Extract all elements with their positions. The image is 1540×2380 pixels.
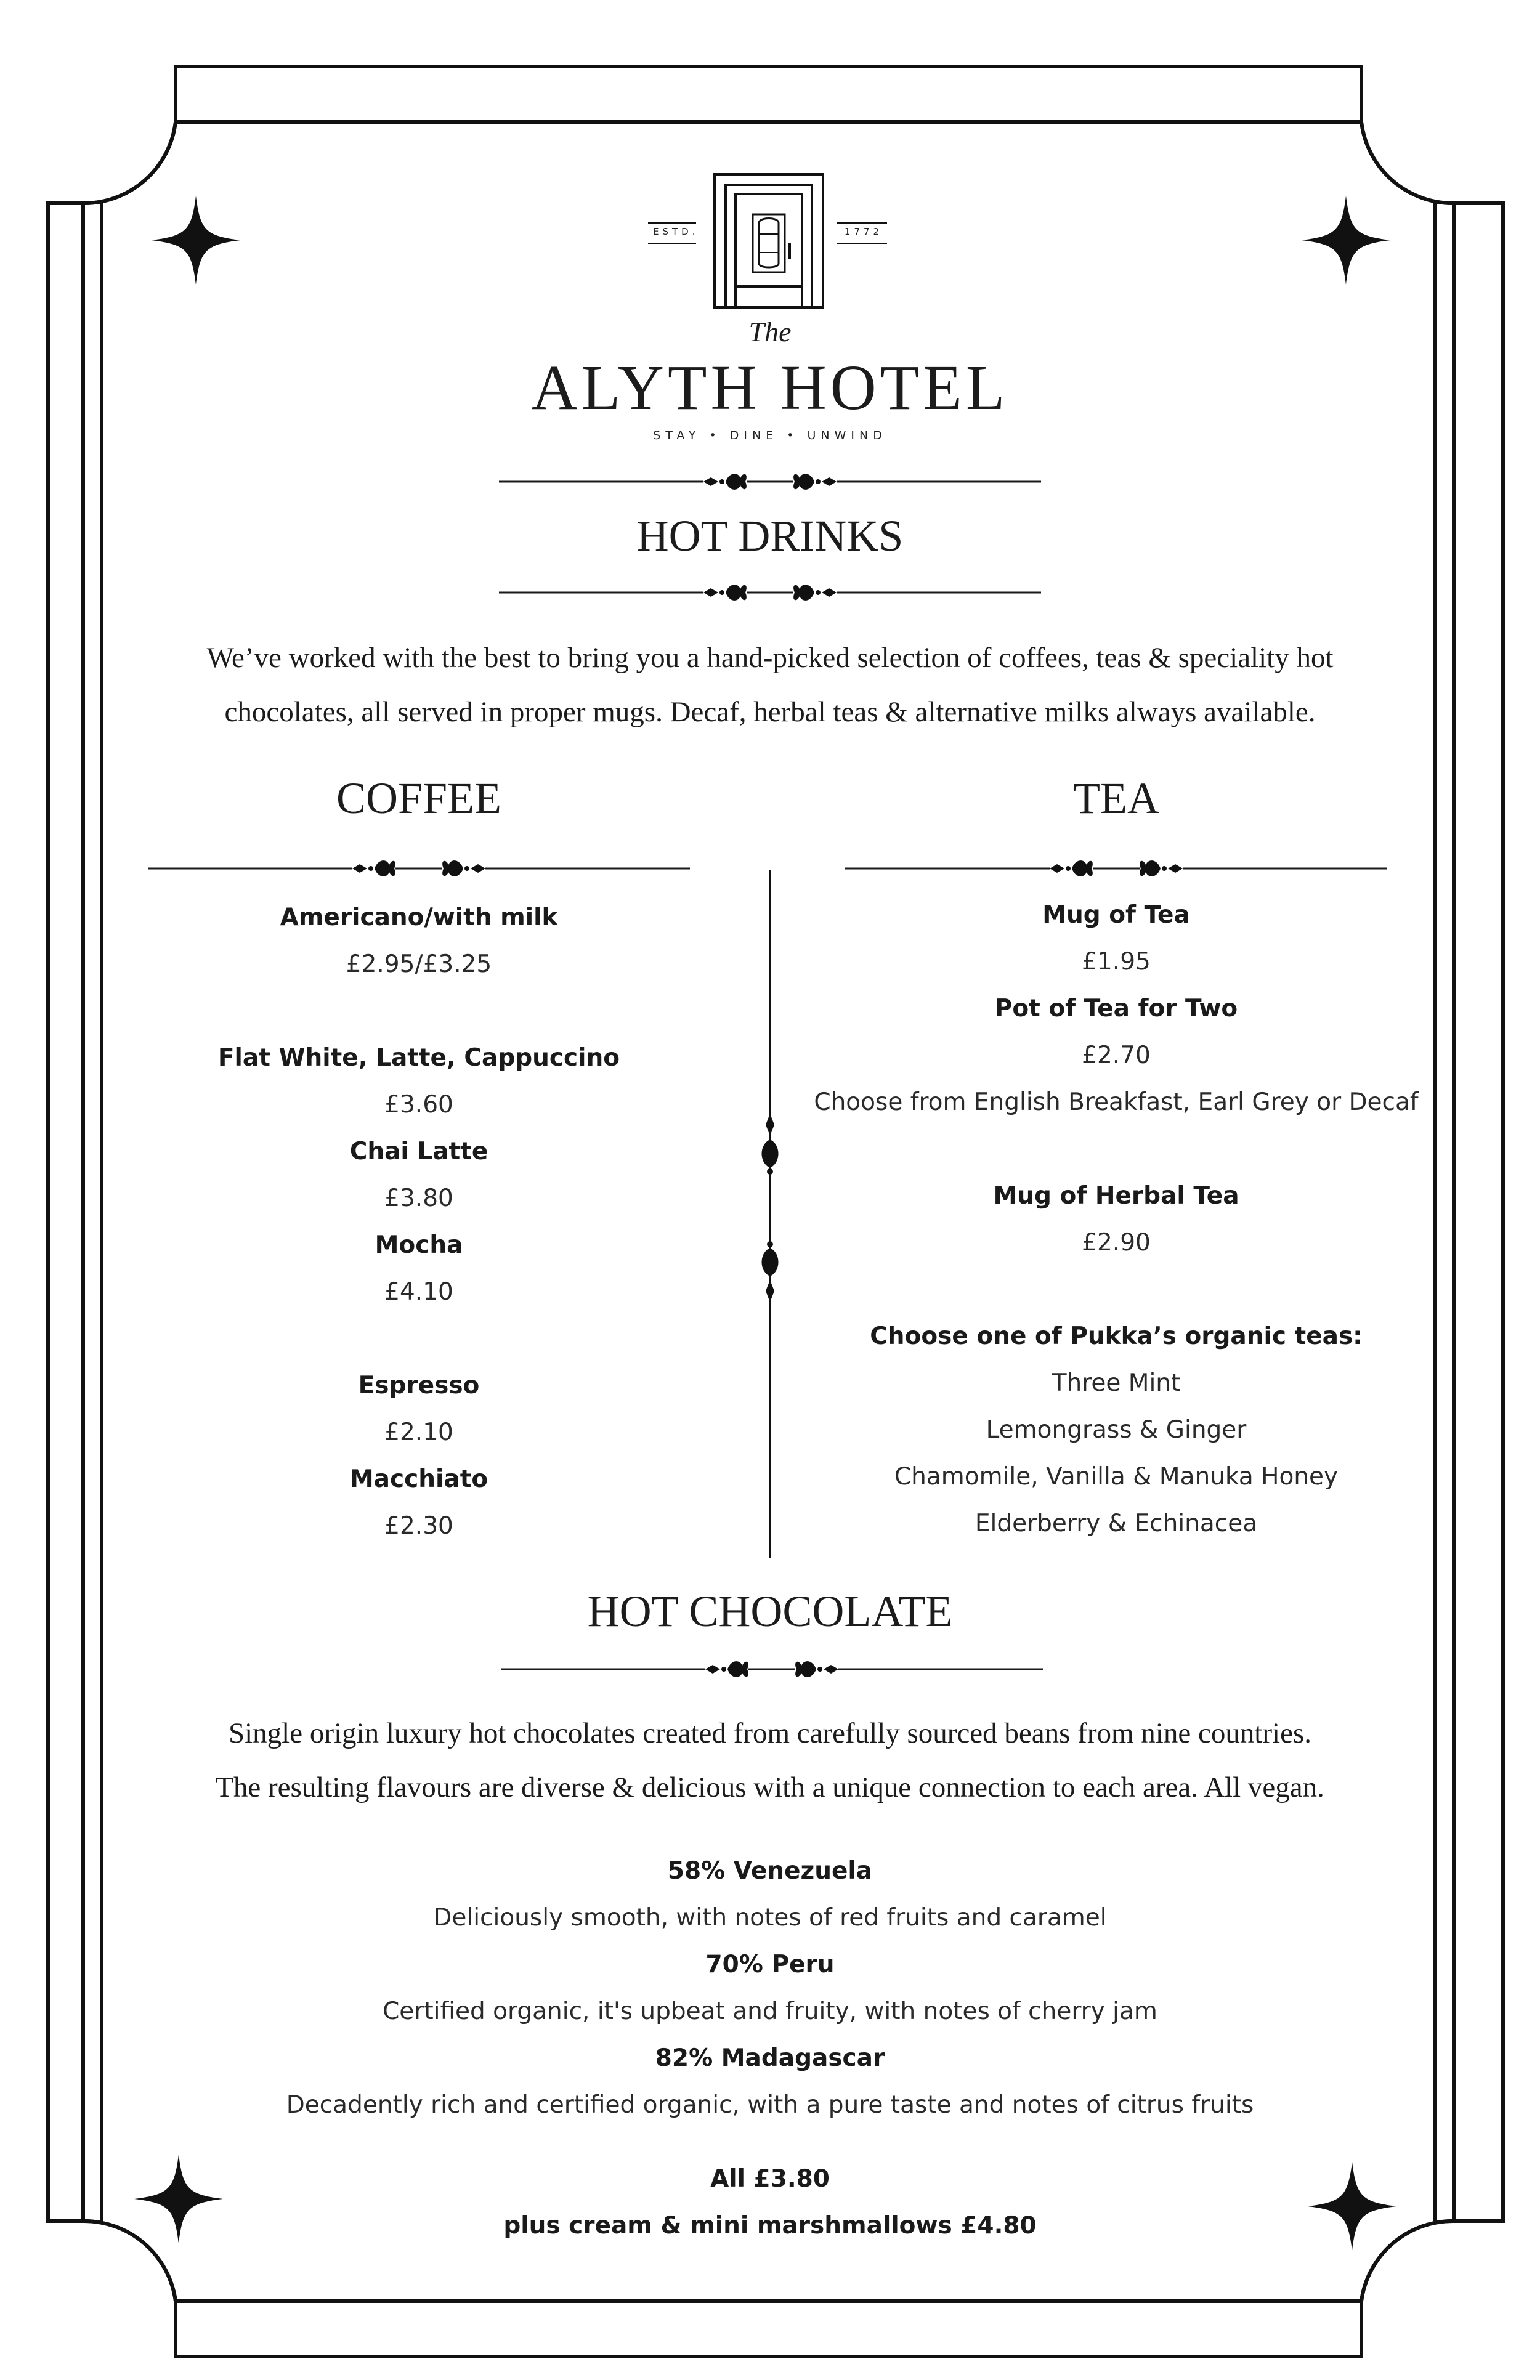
menu-item-price: £1.95 xyxy=(1082,948,1151,976)
menu-item-price: £2.70 xyxy=(1082,1042,1151,1069)
menu-item-name: Chai Latte xyxy=(349,1138,488,1165)
menu-item-price: £3.60 xyxy=(384,1091,453,1119)
corner-star-icon xyxy=(152,196,240,285)
pukka-tea-option: Chamomile, Vanilla & Manuka Honey xyxy=(894,1463,1339,1491)
chocolate-name: 82% Madagascar xyxy=(655,2044,885,2072)
menu-item-price: £2.10 xyxy=(384,1419,453,1446)
menu-item-name: Pot of Tea for Two xyxy=(994,995,1238,1022)
chocolate-description: Certified organic, it's upbeat and fruity, with notes of cherry jam xyxy=(383,1997,1157,2025)
tea-menu-list xyxy=(796,892,1437,1547)
chocolate-name: 58% Venezuela xyxy=(667,1857,873,1885)
estd-label: ESTD. xyxy=(653,226,699,237)
hotel-door-logo-icon xyxy=(715,174,823,307)
menu-item-price: £4.10 xyxy=(384,1278,453,1306)
hot-chocolate-list xyxy=(0,1848,1540,2249)
column-divider xyxy=(762,870,779,1558)
chocolate-description: Decadently rich and certified organic, with a pure taste and notes of citrus fruits xyxy=(286,2091,1254,2119)
page-title: HOT DRINKS xyxy=(636,511,904,561)
established-year: 1772 xyxy=(844,226,883,237)
menu-item-name: Espresso xyxy=(358,1372,480,1399)
divider-flourish xyxy=(499,585,1041,601)
menu-item-name: Mug of Tea xyxy=(1042,901,1190,929)
pukka-tea-option: Elderberry & Echinacea xyxy=(975,1510,1258,1537)
hot-chocolate-intro-line-1: Single origin luxury hot chocolates created from carefully sourced beans from nine countries. xyxy=(228,1717,1311,1749)
menu-item-name: Flat White, Latte, Cappuccino xyxy=(217,1044,620,1072)
hotel-name-prefix: The xyxy=(748,316,792,347)
menu-item-name: Mug of Herbal Tea xyxy=(993,1182,1239,1210)
tea-choice-note: Choose from English Breakfast, Earl Grey or Decaf xyxy=(814,1088,1419,1116)
menu-item-name: Macchiato xyxy=(349,1465,488,1493)
intro-text-line-2: chocolates, all served in proper mugs. Decaf, herbal teas & alternative milks always available. xyxy=(224,696,1316,728)
corner-star-icon xyxy=(1302,196,1390,285)
coffee-menu-list xyxy=(111,894,727,1550)
hot-chocolate-price: All £3.80 xyxy=(710,2165,830,2193)
hotel-tagline: STAY • DINE • UNWIND xyxy=(653,429,887,442)
divider-flourish xyxy=(501,1661,1043,1677)
tea-heading: TEA xyxy=(1073,774,1159,823)
menu-item-name: Mocha xyxy=(375,1231,463,1259)
menu-item-name: Americano/with milk xyxy=(280,904,558,931)
chocolate-description: Deliciously smooth, with notes of red fruits and caramel xyxy=(433,1904,1107,1932)
coffee-heading: COFFEE xyxy=(336,774,502,823)
hotel-name: ALYTH HOTEL xyxy=(531,352,1009,423)
divider-flourish xyxy=(845,860,1387,876)
pukka-tea-option: Three Mint xyxy=(1052,1369,1181,1397)
menu-item-price: £2.95/£3.25 xyxy=(346,950,492,978)
menu-item-price: £2.30 xyxy=(384,1512,453,1540)
menu-item-price: £3.80 xyxy=(384,1184,453,1212)
pukka-tea-option: Lemongrass & Ginger xyxy=(986,1416,1247,1444)
hot-chocolate-extra-price: plus cream & mini marshmallows £4.80 xyxy=(503,2212,1037,2240)
pukka-heading: Choose one of Pukka’s organic teas: xyxy=(870,1322,1363,1350)
menu-item-price: £2.90 xyxy=(1082,1229,1151,1257)
divider-flourish xyxy=(499,474,1041,490)
hot-chocolate-heading: HOT CHOCOLATE xyxy=(587,1587,953,1636)
intro-text-line-1: We’ve worked with the best to bring you a hand-picked selection of coffees, teas & speciality hot xyxy=(206,642,1334,674)
hot-chocolate-intro-line-2: The resulting flavours are diverse & delicious with a unique connection to each area. All vegan. xyxy=(216,1771,1324,1803)
chocolate-name: 70% Peru xyxy=(705,1951,835,1978)
divider-flourish xyxy=(148,860,690,876)
